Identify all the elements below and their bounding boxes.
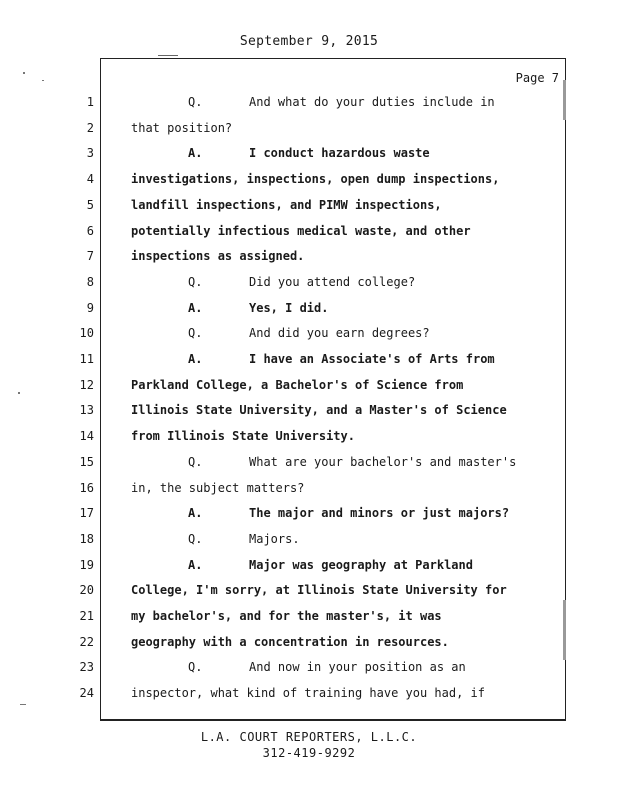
transcript-line: Yes, I did. (249, 301, 329, 315)
speaker-label: A. (188, 146, 203, 160)
transcript-line: geography with a concentration in resources. (131, 635, 449, 649)
page-header-date: September 9, 2015 (239, 34, 379, 49)
scan-speck (23, 72, 25, 74)
line-number: 7 (86, 249, 94, 263)
speaker-label: Q. (188, 275, 203, 289)
line-number: 13 (79, 403, 94, 417)
transcript-line: potentially infectious medical waste, and other (131, 224, 471, 238)
line-number: 6 (86, 224, 94, 238)
transcript-line: Major was geography at Parkland (249, 558, 473, 572)
page-number: Page 7 (515, 71, 559, 85)
transcript-line: inspections as assigned. (131, 249, 305, 263)
line-number: 16 (79, 481, 94, 495)
transcript-line: The major and minors or just majors? (249, 506, 510, 520)
scan-margin-mark (563, 600, 566, 660)
speaker-label: A. (188, 506, 203, 520)
speaker-label: Q. (188, 660, 203, 674)
transcript-line: Did you attend college? (249, 275, 416, 289)
line-number: 19 (79, 558, 94, 572)
transcript-line: I have an Associate's of Arts from (249, 352, 495, 366)
line-number: 2 (86, 121, 94, 135)
line-number: 8 (86, 275, 94, 289)
line-number: 3 (86, 146, 94, 160)
line-number: 4 (86, 172, 94, 186)
transcript-line: inspector, what kind of training have you had, if (131, 686, 486, 700)
transcript-line: I conduct hazardous waste (249, 146, 430, 160)
line-number: 23 (79, 660, 94, 674)
transcript-line: Illinois State University, and a Master's of Science (131, 403, 507, 417)
line-number: 15 (79, 455, 94, 469)
scan-speck (42, 80, 44, 81)
footer-company: L.A. COURT REPORTERS, L.L.C. (200, 730, 418, 744)
speaker-label: A. (188, 301, 203, 315)
line-number: 14 (79, 429, 94, 443)
transcript-line: landfill inspections, and PIMW inspections, (131, 198, 442, 212)
speaker-label: Q. (188, 532, 203, 546)
speaker-label: Q. (188, 326, 203, 340)
line-number: 1 (86, 95, 94, 109)
line-number: 10 (79, 326, 94, 340)
transcript-line: Parkland College, a Bachelor's of Science from (131, 378, 464, 392)
speaker-label: A. (188, 352, 203, 366)
line-number: 20 (79, 583, 94, 597)
line-number: 11 (79, 352, 94, 366)
speaker-label: Q. (188, 455, 203, 469)
line-number: 21 (79, 609, 94, 623)
transcript-line: my bachelor's, and for the master's, it was (131, 609, 442, 623)
line-number: 5 (86, 198, 94, 212)
transcript-line: And did you earn degrees? (249, 326, 430, 340)
footer-phone: 312-419-9292 (262, 746, 356, 760)
line-number: 24 (79, 686, 94, 700)
line-number: 18 (79, 532, 94, 546)
transcript-line: Majors. (249, 532, 300, 546)
line-number: 9 (86, 301, 94, 315)
transcript-line: in, the subject matters? (131, 481, 305, 495)
speaker-label: A. (188, 558, 203, 572)
transcript-line: College, I'm sorry, at Illinois State University for (131, 583, 507, 597)
scan-margin-mark (563, 80, 566, 120)
scan-speck (20, 704, 26, 705)
line-number: 12 (79, 378, 94, 392)
line-number: 17 (79, 506, 94, 520)
transcript-line: And what do your duties include in (249, 95, 495, 109)
line-number: 22 (79, 635, 94, 649)
transcript-line: investigations, inspections, open dump inspections, (131, 172, 500, 186)
scan-speck (18, 392, 20, 394)
speaker-label: Q. (188, 95, 203, 109)
transcript-line: And now in your position as an (249, 660, 466, 674)
transcript-line: from Illinois State University. (131, 429, 355, 443)
frame-tick-mark (158, 55, 178, 56)
transcript-line: What are your bachelor's and master's (249, 455, 517, 469)
transcript-line: that position? (131, 121, 233, 135)
